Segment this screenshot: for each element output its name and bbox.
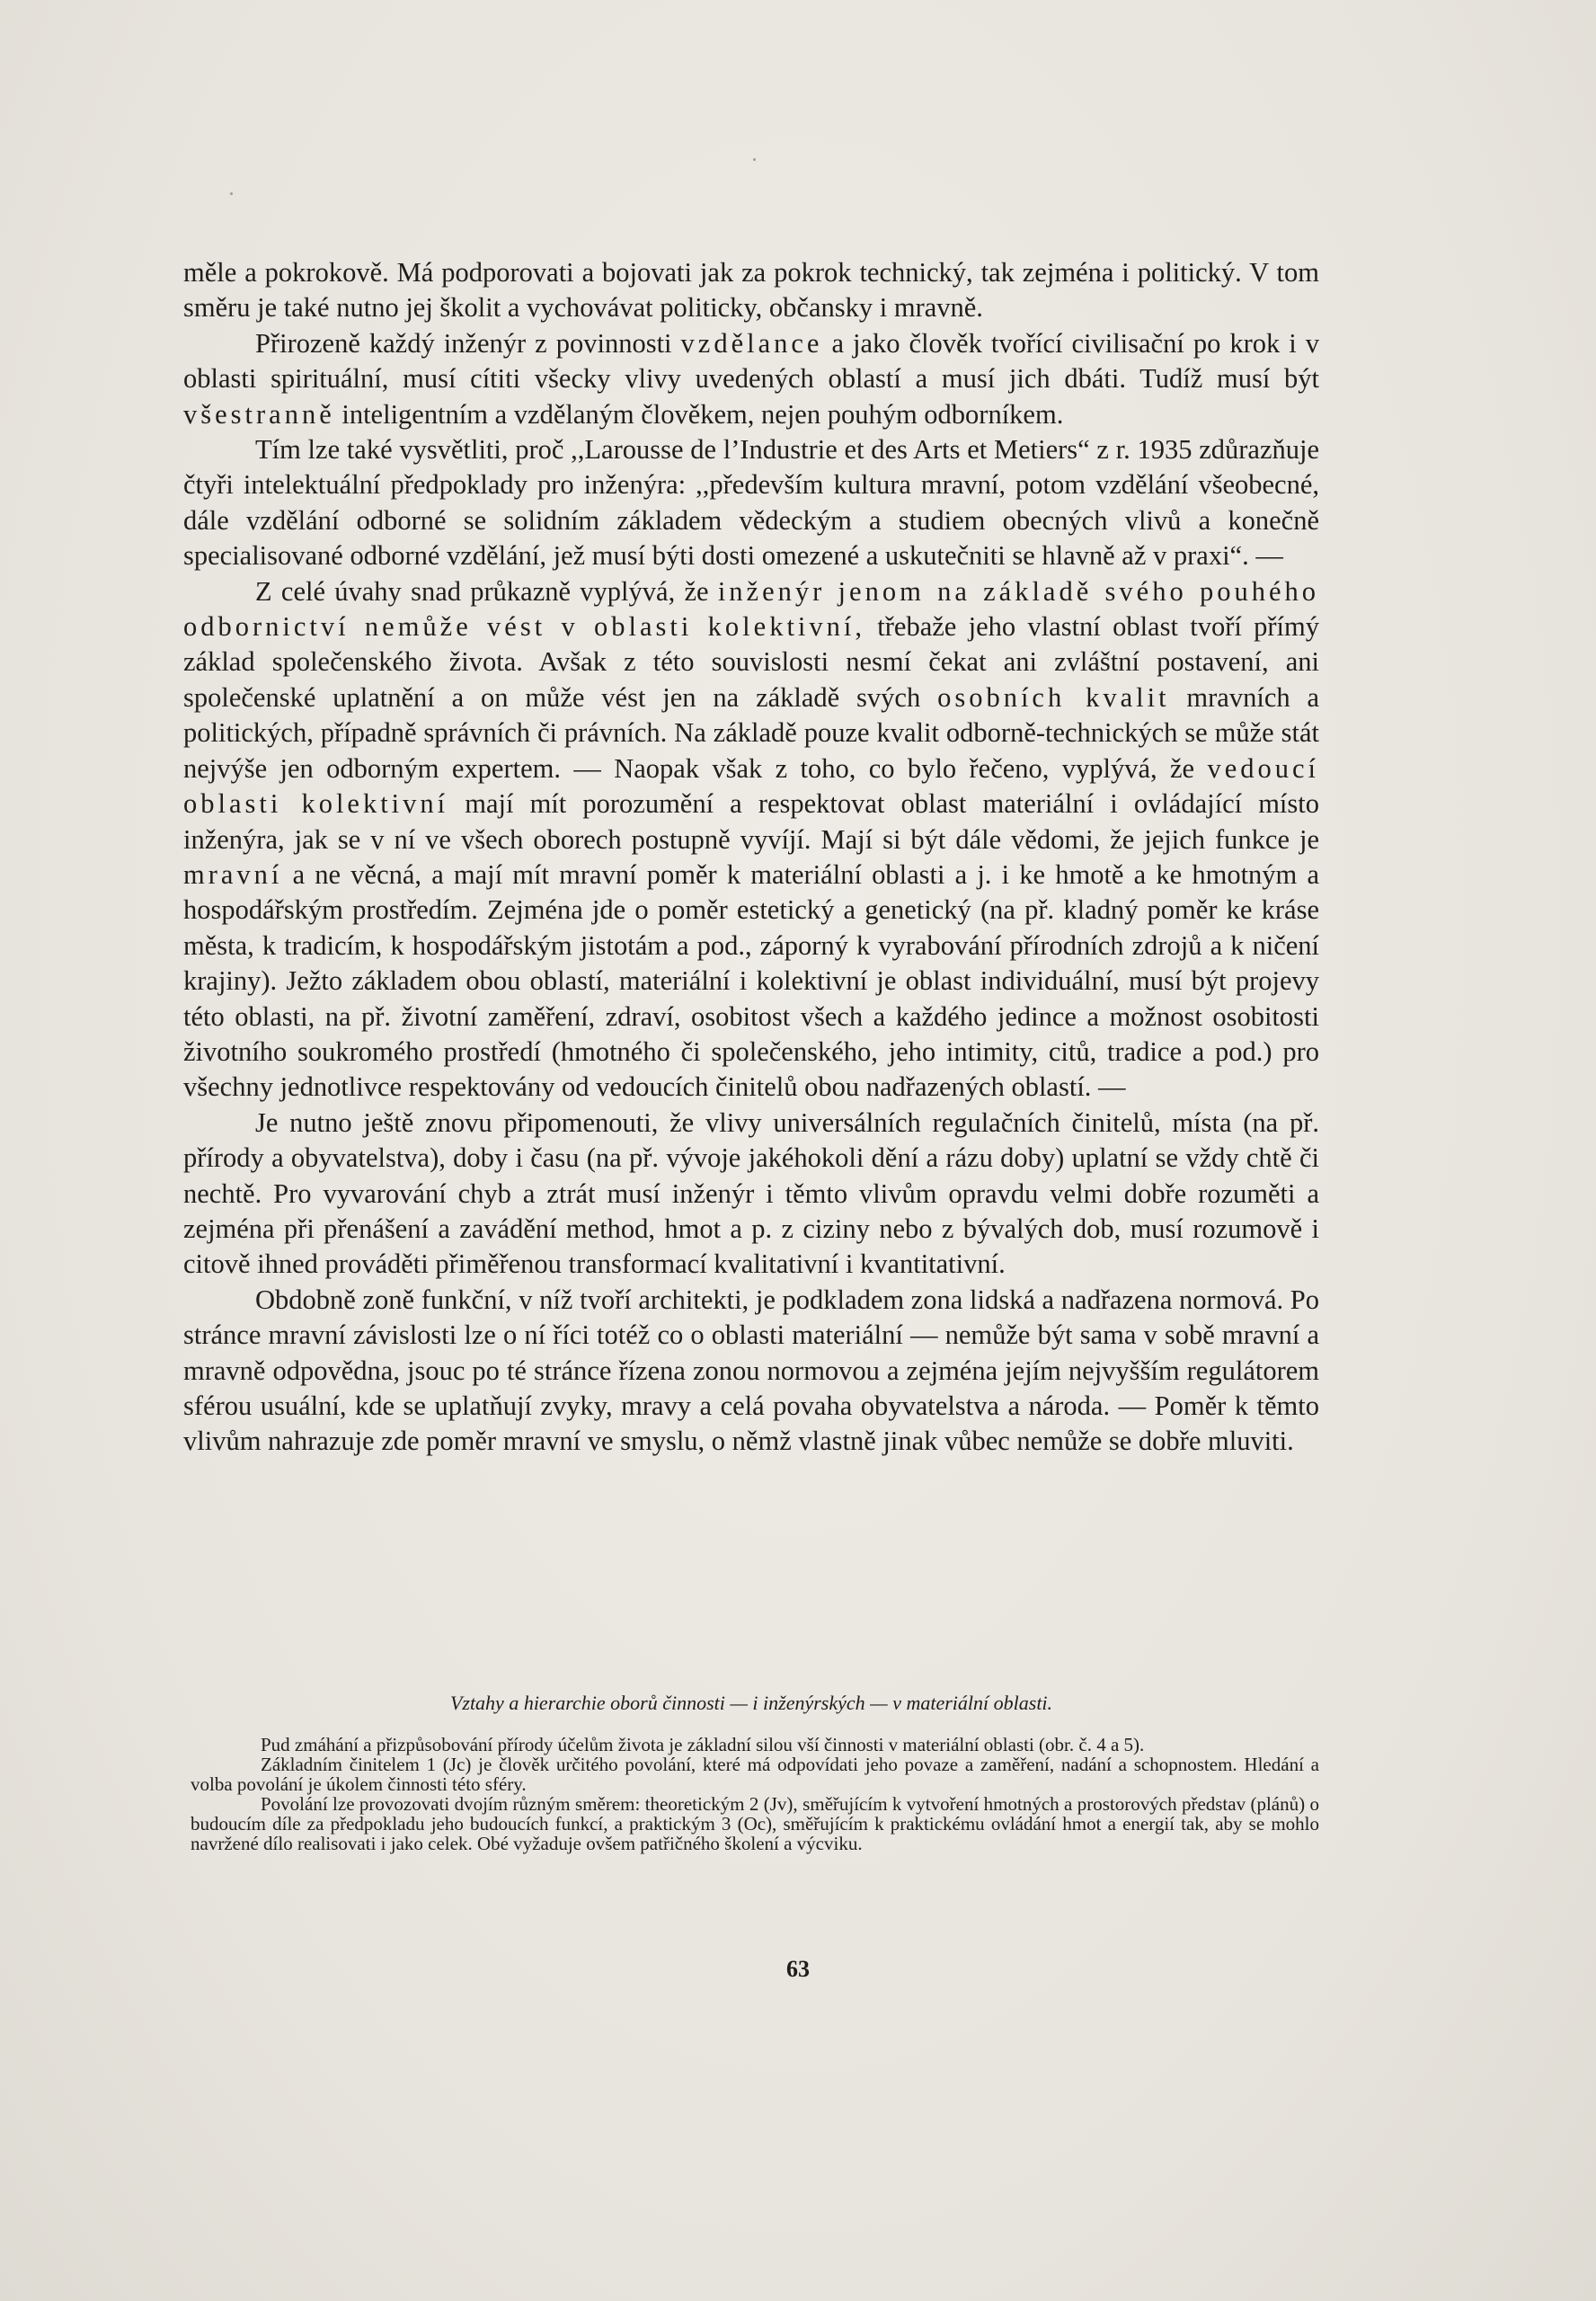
text-run: Přirozeně každý inženýr z povinnosti <box>255 327 681 359</box>
paragraph-3: Tím lze také vysvětliti, proč ,,Larousse de l’Industrie et des Arts et Metiers“ z r. 1935 zdůrazňuje čtyři intelektuální předpoklady pro inženýra: ,,především kultura mravní, potom vzdělání všeobecné, dále vzdělání odborné se solidním základem vědeckým a studiem obecných vlivů a konečně specialisované odborné vzdělání, jež musí býti dosti omezené a uskutečniti se hlavně až v praxi“. — <box>183 434 1319 572</box>
text-run: Z celé úvahy snad průkazně vyplývá, že <box>255 575 718 607</box>
paper-speck <box>753 158 756 161</box>
text-run: a ne věcná, a mají mít mravní poměr k materiální oblasti a j. i ke hmotě a ke hmotným a hospodářským prostředím. Zejména jde o poměr estetický a genetický (na př. kladný poměr ke kráse města, k tradicím, k hospodářským jistotám a pod., záporný k vyrabování přírodních zdrojů a k ničení krajiny). Ježto základem obou oblastí, materiální i kolektivní je oblast individuální, musí být projevy této oblasti, na př. životní zaměření, zdraví, osobitost všech a každého jedince a možnost osobitosti životního soukromého prostředí (hmotného či společenského, jeho intimity, citů, tradice a pod.) pro všechny jednotlivce respektovány od vedoucích činitelů obou nadřazených oblastí. — <box>183 858 1319 1103</box>
text-run: mají mít porozumění a respektovat oblast materiální i ovládající místo inženýra, jak se v ní ve všech oborech postupně vyvíjí. Mají si být dále vědomi, že jejich funkce je <box>183 788 1320 855</box>
emphasis-text: vzdělance <box>680 327 823 359</box>
emphasis-text: osobních kvalit <box>937 681 1170 713</box>
page-number: 63 <box>786 1956 810 1982</box>
note-2: Základním činitelem 1 (Jc) je člověk určitého povolání, které má odpovídati jeho povaze a zaměření, nadání a schopnostem. Hledání a volba povolání je úkolem činnosti této sféry. <box>191 1754 1319 1795</box>
text-run: inteligentním a vzdělaným člověkem, nejen pouhým odborníkem. <box>334 398 1064 430</box>
paragraph-2 <box>183 326 1319 432</box>
emphasis-text: vedoucí oblasti kolektivní <box>183 752 1319 820</box>
paragraph-4 <box>183 574 1319 1106</box>
paper-speck <box>230 192 233 195</box>
emphasis-text: mravní <box>183 858 283 890</box>
text-run: třebaže jeho vlastní oblast tvoří přímý základ společenského života. Avšak z této souvislosti nesmí čekat ani zvláštní postavení, ani společenské uplatnění a on může vést jen na základě svých <box>183 611 1320 713</box>
paragraph-6: Obdobně zoně funkční, v níž tvoří architekti, je podkladem zona lidská a nadřazena normová. Po stránce mravní závislosti lze o ní říci totéž co o oblasti materiální — nemůže být sama v sobě mravní a mravně odpovědna, jsouc po té stránce řízena zonou normovou a zejména jejím nejvyšším regulátorem sférou usuální, kde se uplatňují zvyky, mravy a celá povaha obyvatelstva a národa. — Poměr k těmto vlivům nahrazuje zde poměr mravní ve smyslu, o němž vlastně jinak vůbec nemůže se dobře mluviti. <box>183 1284 1319 1457</box>
text-run: mravních a politických, případně správních či právních. Na základě pouze kvalit odborně-technických se může stát nejvýše jen odborným expertem. — Naopak však z toho, co bylo řečeno, vyplývá, že <box>183 681 1320 784</box>
article-body <box>183 255 1319 1460</box>
figure-caption: Vztahy a hierarchie oborů činnosti — i inženýrských — v materiální oblasti. <box>449 1692 1053 1714</box>
emphasis-text: všestranně <box>183 398 335 430</box>
paragraph-5: Je nutno ještě znovu připomenouti, že vlivy universálních regulačních činitelů, místa (na př. přírody a obyvatelstva), doby i času (na př. vývoje jakéhokoli dění a rázu doby) uplatní se vždy chtě či nechtě. Pro vyvarování chyb a ztrát musí inženýr i těmto vlivům opravdu velmi dobře rozuměti a zejména při přenášení a zavádění method, hmot a p. z ciziny nebo z bývalých dob, musí rozumově i citově ihned prováděti přiměřenou transformací kvalitativní i kvantitativní. <box>183 1106 1319 1280</box>
note-1: Pud zmáhání a přizpůsobování přírody účelům života je základní silou vší činnosti v materiální oblasti (obr. č. 4 a 5). <box>261 1734 1145 1755</box>
text-run: a jako člověk tvořící civilisační po krok i v oblasti spirituální, musí cítiti všecky vlivy uvedených oblastí a musí jich dbáti. Tudíž musí být <box>183 327 1319 395</box>
paragraph-1: měle a pokrokově. Má podporovati a bojovati jak za pokrok technický, tak zejména i politický. V tom směru je také nutno jej školit a vychovávat politicky, občansky i mravně. <box>183 257 1319 324</box>
notes-block <box>191 1735 1319 1853</box>
emphasis-text: inženýr jenom na základě svého pouhého odbornictví nemůže vést v oblasti kolektivní, <box>183 575 1320 643</box>
note-3: Povolání lze provozovati dvojím různým směrem: theoretickým 2 (Jv), směřujícím k vytvoření hmotných a prostorových představ (plánů) o budoucím díle za předpokladu jeho budoucích funkcí, a praktickým 3 (Oc), směřujícím k praktickému ovládání hmot a energií tak, aby se mohlo navržené dílo realisovati i jako celek. Obé vyžaduje ovšem patřičného školení a výcviku. <box>191 1793 1319 1854</box>
